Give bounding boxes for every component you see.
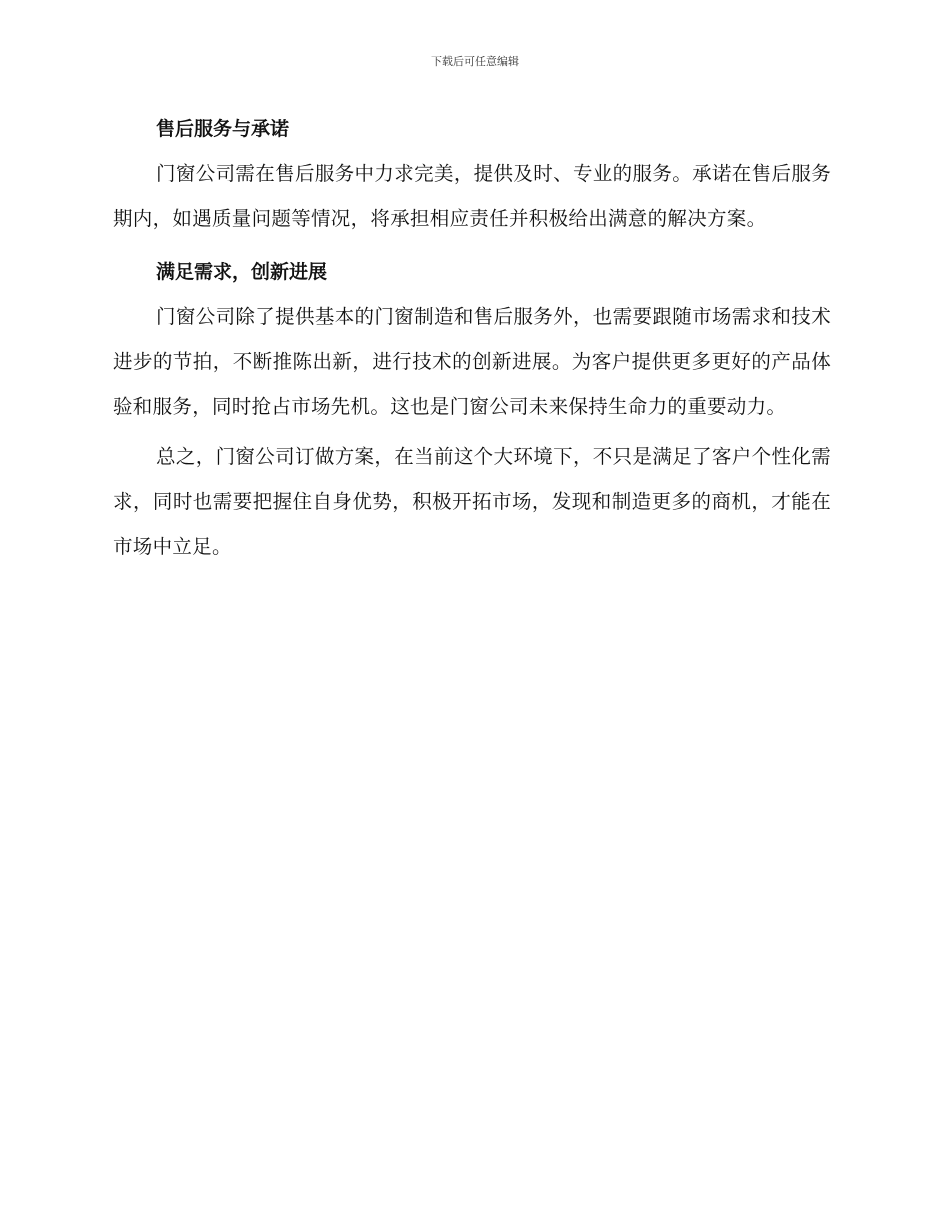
document-body xyxy=(113,112,831,569)
paragraph-after-sales: 门窗公司需在售后服务中力求完美，提供及时、专业的服务。承诺在售后服务期内，如遇质量问题等情况，将承担相应责任并积极给出满意的解决方案。 xyxy=(113,162,831,230)
section-heading-innovation: 满足需求，创新进展 xyxy=(156,261,328,283)
paragraph-innovation: 门窗公司除了提供基本的门窗制造和售后服务外，也需要跟随市场需求和技术进步的节拍，不断推陈出新，进行技术的创新进展。为客户提供更多更好的产品体验和服务，同时抢占市场先机。这也是门窗公司未来保持生命力的重要动力。 xyxy=(113,305,831,418)
paragraph-conclusion: 总之，门窗公司订做方案，在当前这个大环境下，不只是满足了客户个性化需求，同时也需要把握住自身优势，积极开拓市场，发现和制造更多的商机，才能在市场中立足。 xyxy=(113,445,831,558)
section-heading-after-sales: 售后服务与承诺 xyxy=(156,118,290,140)
page-header: 下载后可任意编辑 xyxy=(431,55,519,68)
